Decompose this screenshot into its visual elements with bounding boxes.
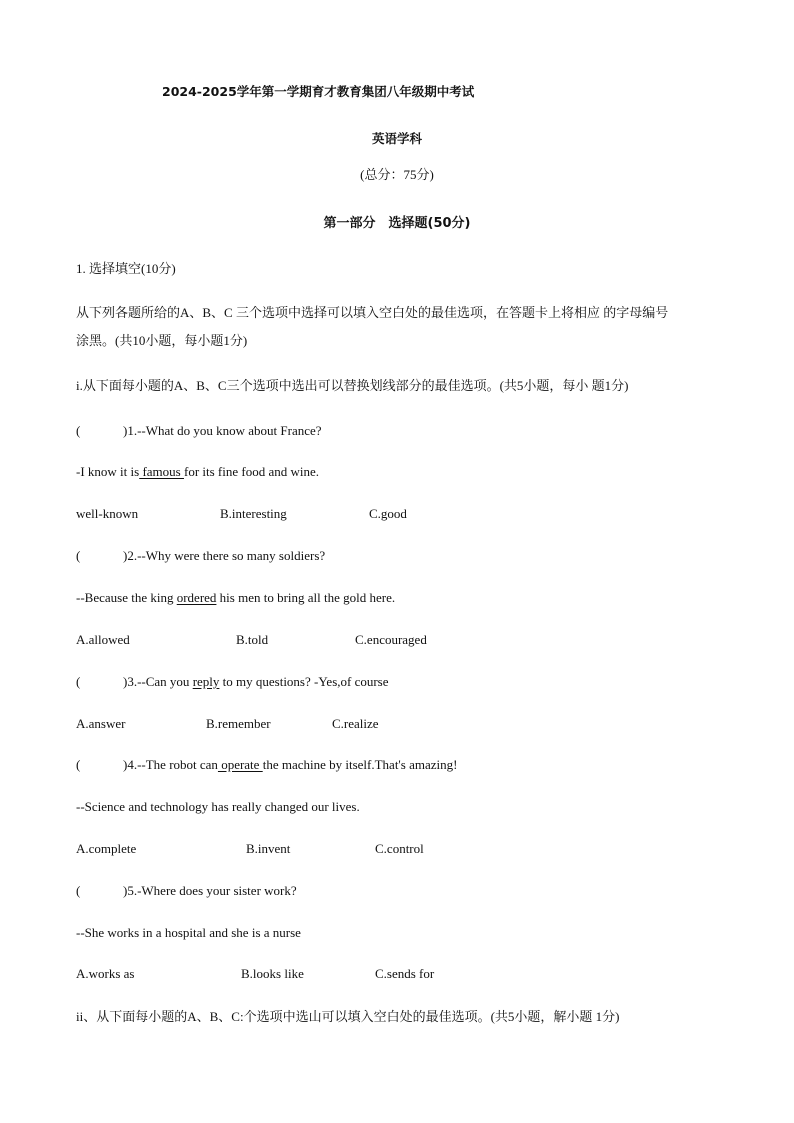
q4-underlined-word: operate: [217, 757, 263, 772]
q1-option-b: B.interesting: [220, 506, 287, 521]
q3-option-a: A.answer: [76, 716, 126, 731]
q5-paren: (: [76, 883, 81, 898]
part-heading: 第一部分 选择题(50分): [323, 216, 471, 231]
q2-option-b: B.told: [236, 632, 269, 647]
section-instruction-line2: 涂黑。(共10小题，每小题1分): [76, 333, 248, 348]
q4-option-a: A.complete: [76, 841, 137, 856]
q3-option-b: B.remember: [206, 716, 271, 731]
q3-question-post: to my questions? -Yes,of course: [219, 674, 389, 689]
q4-paren: (: [76, 757, 81, 772]
q4-question-post: the machine by itself.That's amazing!: [262, 757, 458, 772]
q3-question-pre: )3.--Can you: [123, 674, 193, 689]
q3-option-c: C.realize: [332, 716, 379, 731]
section-instruction-line1: 从下列各题所给的A、B、C 三个选项中选择可以填入空白处的最佳选项，在答题卡上将相应 的字母编号: [76, 305, 669, 320]
subject-title: 英语学科: [371, 131, 422, 146]
q1-option-c: C.good: [369, 506, 407, 521]
q1-answer-line: [76, 464, 319, 480]
q1-answer-post: for its fine food and wine.: [183, 464, 320, 479]
exam-title: 2024-2025学年第一学期育才教育集团八年级期中考试: [162, 84, 475, 99]
q1-paren: (: [76, 423, 81, 438]
part-i-instruction: i.从下面每小题的A、B、C三个选项中选出可以替换划线部分的最佳选项。(共5小题，每小 题1分): [76, 378, 629, 393]
q1-question: )1.--What do you know about France?: [123, 423, 322, 438]
q4-option-b: B.invent: [246, 841, 291, 856]
q1-option-a: well-known: [76, 506, 139, 521]
q5-option-a: A.works as: [76, 966, 135, 981]
q1-underlined-word: famous: [139, 464, 184, 479]
q2-answer-line: [76, 590, 395, 606]
q3-paren: (: [76, 674, 81, 689]
q4-question-pre: )4.--The robot can: [123, 757, 218, 772]
q2-paren: (: [76, 548, 81, 563]
q3-question-line: [123, 674, 389, 690]
q2-underlined-word: ordered: [176, 590, 217, 605]
q3-underlined-word: reply: [192, 674, 220, 689]
q4-option-c: C.control: [375, 841, 424, 856]
q5-answer: --She works in a hospital and she is a nurse: [76, 925, 301, 940]
section-heading: 1. 选择填空(10分): [76, 261, 176, 276]
q5-option-c: C.sends for: [375, 966, 435, 981]
q2-answer-pre: --Because the king: [76, 590, 177, 605]
part-ii-instruction: ii、从下面每小题的A、B、C:个选项中选山可以填入空白处的最佳选项。(共5小题，解小题 1分): [76, 1009, 620, 1024]
q2-option-c: C.encouraged: [355, 632, 427, 647]
q4-question-line: [123, 757, 457, 773]
q4-answer: --Science and technology has really changed our lives.: [76, 799, 360, 814]
total-score: (总分：75分): [360, 167, 434, 182]
q2-question: )2.--Why were there so many soldiers?: [123, 548, 326, 563]
q1-answer-pre: -I know it is: [76, 464, 140, 479]
q5-question: )5.-Where does your sister work?: [123, 883, 297, 898]
q2-answer-post: his men to bring all the gold here.: [216, 590, 396, 605]
q2-option-a: A.allowed: [76, 632, 130, 647]
q5-option-b: B.looks like: [241, 966, 304, 981]
